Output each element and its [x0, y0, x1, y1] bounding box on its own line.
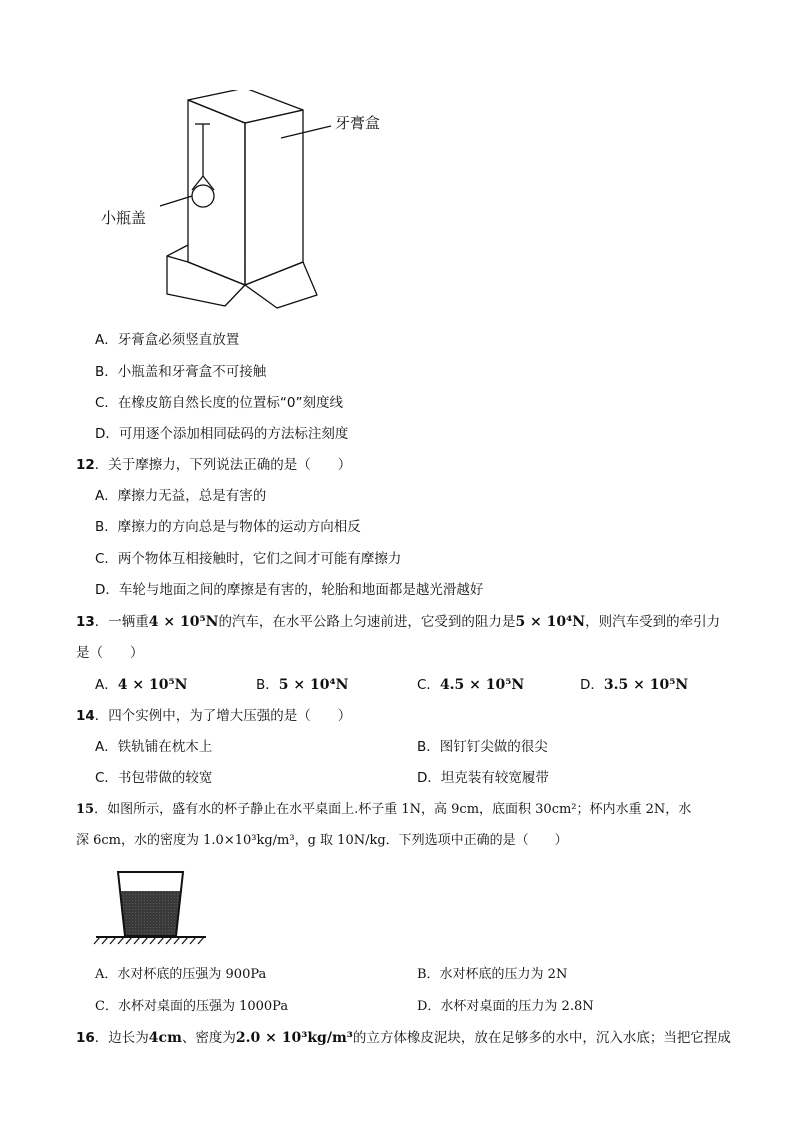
q16-stem: [76, 1028, 731, 1048]
q13-number: 13: [76, 614, 95, 630]
box-front-face: [188, 100, 245, 285]
q15-option-d: D．水杯对桌面的压力为 2.8N: [417, 999, 594, 1014]
q13-option-d-prefix: D．: [580, 677, 604, 693]
q13-option-a-value: 4 × 10⁵N: [117, 677, 188, 693]
q11-option-b: B．小瓶盖和牙膏盒不可接触: [95, 364, 267, 380]
q13-option-c-prefix: C．: [417, 677, 440, 693]
q15-stem-text-1: ．如图所示，盛有水的杯子静止在水平桌面上.杯子重 1N，高 9cm，底面积 30cm²；杯内水重 2N，水: [94, 802, 692, 817]
q16-number: 16: [76, 1030, 95, 1046]
q16-stem-part3: 的立方体橡皮泥块，放在足够多的水中，沉入水底；当把它捏成: [352, 1030, 731, 1046]
q12-option-c: C．两个物体互相接触时，它们之间才可能有摩擦力: [95, 551, 402, 567]
q12-option-a: A．摩擦力无益，总是有害的: [95, 488, 267, 504]
box-right-flap: [245, 262, 317, 308]
q13-option-c: [417, 675, 524, 695]
q12-stem: [76, 455, 351, 475]
q13-stem-line2: 是（ ）: [76, 645, 144, 661]
q15-option-c: C．水杯对桌面的压强为 1000Pa: [95, 999, 289, 1014]
q14-stem-text: ．四个实例中，为了增大压强的是（ ）: [94, 708, 352, 724]
q14-number: 14: [76, 708, 95, 724]
q15-option-b: B．水对杯底的压力为 2N: [417, 967, 568, 982]
q11-option-c: C．在橡皮筋自然长度的位置标“0”刻度线: [95, 395, 344, 411]
q13-option-c-value: 4.5 × 10⁵N: [439, 677, 525, 693]
q13-stem: [76, 612, 720, 632]
q16-stem-part1: ．边长为: [94, 1030, 149, 1046]
q12-stem-text: ．关于摩擦力，下列说法正确的是（ ）: [94, 457, 352, 473]
water-cup-figure: [92, 866, 212, 948]
q13-resistance: 5 × 10⁴N: [515, 614, 586, 630]
bottle-cap-label: 小瓶盖: [101, 209, 147, 227]
q15-option-a: A．水对杯底的压强为 900Pa: [95, 967, 267, 982]
q13-stem-part2: 的汽车，在水平公路上匀速前进，它受到的阻力是: [218, 614, 516, 630]
q15-stem-line2: 深 6cm，水的密度为 1.0×10³kg/m³，g 取 10N/kg．下列选项中正确的是（ ）: [76, 833, 568, 848]
q13-stem-part1: ．一辆重: [94, 614, 149, 630]
q13-option-d-value: 3.5 × 10⁵N: [603, 677, 689, 693]
q16-stem-part2: 、密度为: [181, 1030, 236, 1046]
box-side-face: [245, 110, 303, 285]
q14-option-a: A．铁轨铺在枕木上: [95, 739, 213, 755]
q13-option-a-prefix: A．: [95, 677, 118, 693]
water-fill: [121, 891, 180, 936]
q16-density: 2.0 × 10³kg/m³: [235, 1030, 353, 1046]
q13-stem-part3: ，则汽车受到的牵引力: [585, 614, 721, 630]
q11-option-a: A．牙膏盒必须竖直放置: [95, 332, 240, 348]
q13-option-a: [95, 675, 187, 695]
q12-option-b: B．摩擦力的方向总是与物体的运动方向相反: [95, 519, 361, 535]
q14-option-c: C．书包带做的较宽: [95, 770, 213, 786]
q14-option-d: D．坦克装有较宽履带: [417, 770, 549, 786]
toothpaste-box-figure: [95, 90, 395, 315]
q14-option-b: B．图钉钉尖做的很尖: [417, 739, 548, 755]
table-hatching: [94, 937, 204, 944]
q13-weight: 4 × 10⁵N: [148, 614, 219, 630]
q13-option-b-value: 5 × 10⁴N: [278, 677, 349, 693]
q13-option-b-prefix: B．: [256, 677, 279, 693]
q12-number: 12: [76, 457, 95, 473]
q11-option-d: D．可用逐个添加相同砝码的方法标注刻度: [95, 426, 349, 442]
q12-option-d: D．车轮与地面之间的摩擦是有害的，轮胎和地面都是越光滑越好: [95, 582, 484, 598]
q15-stem-line1: [76, 800, 691, 820]
q13-option-b: [256, 675, 348, 695]
box-left-flap: [167, 256, 245, 306]
toothpaste-box-label: 牙膏盒: [335, 114, 381, 132]
q15-number: 15: [76, 802, 95, 817]
q13-option-d: [580, 675, 688, 695]
bottle-cap-shape: [192, 185, 214, 207]
q14-stem: [76, 706, 351, 726]
q16-edge: 4cm: [148, 1030, 182, 1046]
